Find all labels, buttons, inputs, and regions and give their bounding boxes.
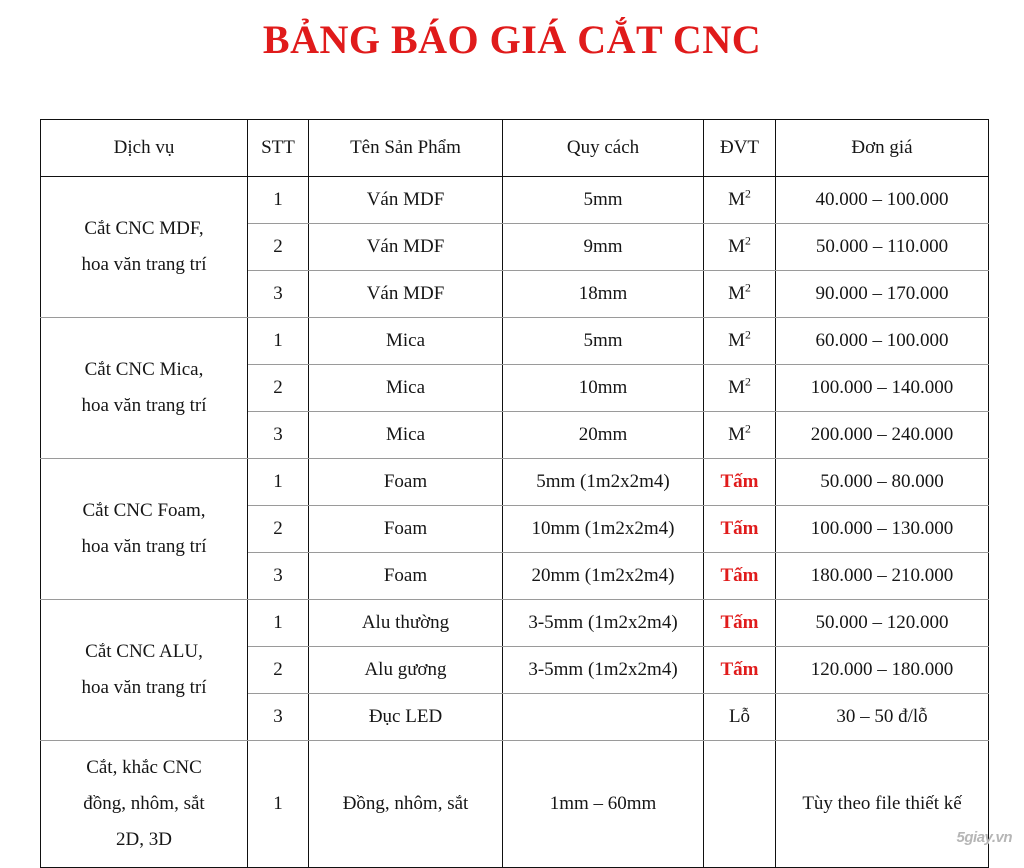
- spec-cell: 3-5mm (1m2x2m4): [503, 647, 704, 694]
- column-header-product: Tên Sản Phẩm: [309, 120, 503, 177]
- price-cell: 120.000 – 180.000: [776, 647, 989, 694]
- spec-cell: 18mm: [503, 271, 704, 318]
- unit-cell: [704, 318, 776, 365]
- service-line: Cắt, khắc CNC: [86, 756, 202, 778]
- stt-cell: 2: [248, 647, 309, 694]
- stt-cell: 3: [248, 694, 309, 741]
- service-line: Cắt CNC ALU,: [85, 640, 203, 662]
- price-cell: 100.000 – 140.000: [776, 365, 989, 412]
- unit-base: M: [728, 236, 745, 258]
- service-group-cell: [41, 318, 248, 459]
- unit-cell: Tấm: [704, 600, 776, 647]
- column-header-spec: Quy cách: [503, 120, 704, 177]
- unit-cell: [704, 271, 776, 318]
- stt-cell: 1: [248, 459, 309, 506]
- price-cell: 60.000 – 100.000: [776, 318, 989, 365]
- price-cell: 50.000 – 110.000: [776, 224, 989, 271]
- service-line: 2D, 3D: [116, 829, 172, 851]
- unit-base: M: [728, 283, 745, 305]
- table-row: [41, 318, 989, 365]
- price-cell: 90.000 – 170.000: [776, 271, 989, 318]
- product-cell: Đồng, nhôm, sắt: [309, 741, 503, 868]
- unit-exponent: 2: [745, 281, 751, 295]
- price-cell: 180.000 – 210.000: [776, 553, 989, 600]
- unit-exponent: 2: [745, 234, 751, 248]
- table-row: [41, 741, 989, 868]
- product-cell: Foam: [309, 506, 503, 553]
- table-row: [41, 459, 989, 506]
- stt-cell: 1: [248, 741, 309, 868]
- price-cell: Tùy theo file thiết kế: [776, 741, 989, 868]
- spec-cell: 5mm: [503, 177, 704, 224]
- service-line: hoa văn trang trí: [81, 254, 207, 275]
- service-line: Cắt CNC MDF,: [84, 217, 204, 239]
- stt-cell: 3: [248, 271, 309, 318]
- service-group-cell: [41, 177, 248, 318]
- stt-cell: 1: [248, 600, 309, 647]
- unit-base: M: [728, 424, 745, 446]
- page-title: BẢNG BÁO GIÁ CẮT CNC: [262, 17, 762, 62]
- price-cell: 100.000 – 130.000: [776, 506, 989, 553]
- product-cell: Đục LED: [309, 694, 503, 741]
- column-header-stt: STT: [248, 120, 309, 177]
- product-cell: Alu thường: [309, 600, 503, 647]
- product-cell: Ván MDF: [309, 177, 503, 224]
- service-line: hoa văn trang trí: [81, 395, 207, 416]
- spec-cell: 10mm: [503, 365, 704, 412]
- unit-cell: Tấm: [704, 553, 776, 600]
- price-cell: 30 – 50 đ/lỗ: [776, 694, 989, 741]
- column-header-service: Dịch vụ: [41, 120, 248, 177]
- spec-cell: 20mm: [503, 412, 704, 459]
- service-line: đồng, nhôm, sắt: [83, 792, 205, 814]
- stt-cell: 3: [248, 412, 309, 459]
- spec-cell: 5mm: [503, 318, 704, 365]
- stt-cell: 2: [248, 224, 309, 271]
- price-cell: 200.000 – 240.000: [776, 412, 989, 459]
- unit-cell: Tấm: [704, 459, 776, 506]
- table-row: [41, 177, 989, 224]
- table-header: [41, 120, 989, 177]
- unit-cell: [704, 365, 776, 412]
- product-cell: Mica: [309, 412, 503, 459]
- unit-cell: [704, 741, 776, 868]
- stt-cell: 2: [248, 365, 309, 412]
- stt-cell: 1: [248, 318, 309, 365]
- service-group-cell: [41, 600, 248, 741]
- column-header-price: Đơn giá: [776, 120, 989, 177]
- product-cell: Alu gương: [309, 647, 503, 694]
- price-cell: 40.000 – 100.000: [776, 177, 989, 224]
- unit-base: M: [728, 189, 745, 211]
- unit-base: M: [728, 377, 745, 399]
- table-body: [41, 177, 989, 868]
- unit-base: M: [728, 330, 745, 352]
- unit-cell: Tấm: [704, 506, 776, 553]
- service-group-cell: [41, 459, 248, 600]
- product-cell: Foam: [309, 459, 503, 506]
- unit-cell: [704, 412, 776, 459]
- unit-cell: [704, 177, 776, 224]
- unit-cell: [704, 224, 776, 271]
- column-header-unit: ĐVT: [704, 120, 776, 177]
- spec-cell: 5mm (1m2x2m4): [503, 459, 704, 506]
- watermark: 5giay.vn: [956, 829, 1012, 846]
- product-cell: Mica: [309, 365, 503, 412]
- table-header-row: [41, 120, 989, 177]
- unit-exponent: 2: [745, 422, 751, 436]
- spec-cell: 1mm – 60mm: [503, 741, 704, 868]
- price-cell: 50.000 – 120.000: [776, 600, 989, 647]
- service-line: Cắt CNC Mica,: [84, 358, 204, 380]
- spec-cell: [503, 694, 704, 741]
- stt-cell: 1: [248, 177, 309, 224]
- service-line: Cắt CNC Foam,: [82, 499, 206, 521]
- price-table: [40, 119, 989, 868]
- unit-cell: Tấm: [704, 647, 776, 694]
- spec-cell: 3-5mm (1m2x2m4): [503, 600, 704, 647]
- spec-cell: 10mm (1m2x2m4): [503, 506, 704, 553]
- product-cell: Foam: [309, 553, 503, 600]
- service-group-cell: [41, 741, 248, 868]
- spec-cell: 9mm: [503, 224, 704, 271]
- stt-cell: 3: [248, 553, 309, 600]
- product-cell: Mica: [309, 318, 503, 365]
- unit-exponent: 2: [745, 187, 751, 201]
- spec-cell: 20mm (1m2x2m4): [503, 553, 704, 600]
- table-row: [41, 600, 989, 647]
- unit-exponent: 2: [745, 375, 751, 389]
- stt-cell: 2: [248, 506, 309, 553]
- price-cell: 50.000 – 80.000: [776, 459, 989, 506]
- unit-exponent: 2: [745, 328, 751, 342]
- unit-cell: Lỗ: [704, 694, 776, 741]
- product-cell: Ván MDF: [309, 271, 503, 318]
- service-line: hoa văn trang trí: [81, 536, 207, 557]
- service-line: hoa văn trang trí: [81, 677, 207, 698]
- product-cell: Ván MDF: [309, 224, 503, 271]
